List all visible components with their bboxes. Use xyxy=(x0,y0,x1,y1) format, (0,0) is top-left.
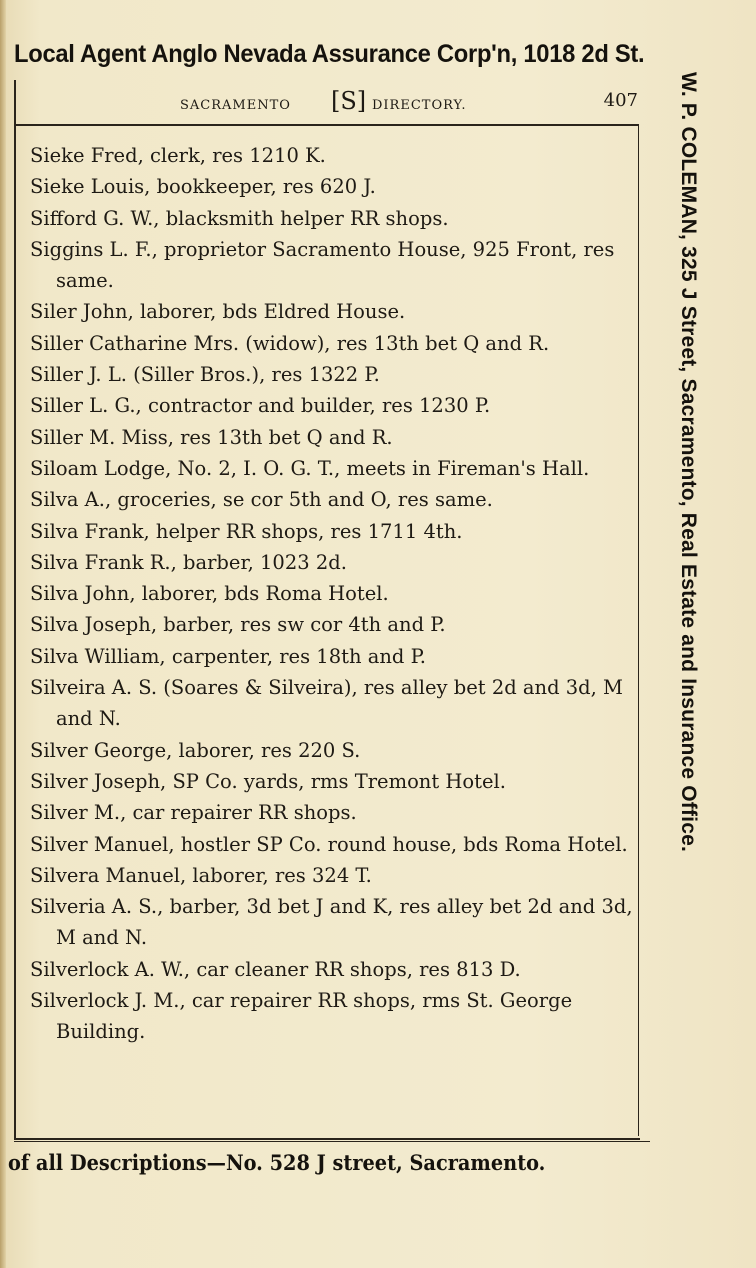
directory-entry: Silva John, laborer, bds Roma Hotel. xyxy=(30,582,389,606)
running-head-city: SACRAMENTO xyxy=(180,98,291,113)
directory-entry: Silver Manuel, hostler SP Co. round house, bds Roma Hotel. xyxy=(30,832,628,856)
directory-entry: Siler John, laborer, bds Eldred House. xyxy=(30,300,406,324)
directory-entry: Silver Joseph, SP Co. yards, rms Tremont Hotel. xyxy=(30,769,506,793)
directory-entry: Siloam Lodge, No. 2, I. O. G. T., meets in Fireman's Hall. xyxy=(30,456,590,480)
directory-entry: Silva A., groceries, se cor 5th and O, res same. xyxy=(30,488,493,512)
directory-entry: Sifford G. W., blacksmith helper RR shops. xyxy=(30,206,449,230)
bottom-advertisement: of all Descriptions—No. 528 J street, Sacramento. xyxy=(8,1150,546,1175)
directory-entry: Silva William, carpenter, res 18th and P. xyxy=(30,644,426,668)
directory-entry: Silva Joseph, barber, res sw cor 4th and P. xyxy=(30,613,446,637)
page-spine-edge xyxy=(0,0,6,1268)
running-head-directory: DIRECTORY. xyxy=(372,98,467,113)
directory-entry: Silverlock J. M., car repairer RR shops, rms St. George Building. xyxy=(30,989,573,1044)
directory-entry: Sieke Fred, clerk, res 1210 K. xyxy=(30,144,326,167)
directory-entry: Silver George, laborer, res 220 S. xyxy=(30,738,361,762)
bottom-rule xyxy=(14,1141,650,1142)
directory-entry: Silveria A. S., barber, 3d bet J and K, res alley bet 2d and 3d, M and N. xyxy=(30,895,633,950)
page-number: 407 xyxy=(603,90,638,111)
directory-entry: Silva Frank R., barber, 1023 2d. xyxy=(30,550,347,574)
directory-entries xyxy=(30,140,636,1048)
content-right-border xyxy=(638,124,639,1136)
side-advertisement: W. P. COLEMAN, 325 J Street, Sacramento, Real Estate and Insurance Office. xyxy=(677,72,700,853)
directory-entry: Silveira A. S. (Soares & Silveira), res alley bet 2d and 3d, M and N. xyxy=(30,676,624,731)
directory-entry: Siller J. L. (Siller Bros.), res 1322 P. xyxy=(30,363,380,387)
running-head xyxy=(20,88,638,118)
directory-entry: Siller M. Miss, res 13th bet Q and R. xyxy=(30,425,393,449)
top-advertisement: Local Agent Anglo Nevada Assurance Corp'n, 1018 2d St. xyxy=(14,40,645,68)
directory-entry: Sieke Louis, bookkeeper, res 620 J. xyxy=(30,175,376,199)
running-head-letter-mark: [S] xyxy=(331,87,367,115)
directory-entry: Silvera Manuel, laborer, res 324 T. xyxy=(30,863,372,887)
directory-entry: Silverlock A. W., car cleaner RR shops, res 813 D. xyxy=(30,957,521,981)
directory-entry: Silver M., car repairer RR shops. xyxy=(30,801,357,825)
directory-entry: Silva Frank, helper RR shops, res 1711 4th. xyxy=(30,519,463,543)
directory-entry: Siggins L. F., proprietor Sacramento House, 925 Front, res same. xyxy=(30,237,615,293)
directory-entry: Siller L. G., contractor and builder, res 1230 P. xyxy=(30,394,491,418)
header-rule xyxy=(16,124,638,126)
directory-entry: Siller Catharine Mrs. (widow), res 13th bet Q and R. xyxy=(30,331,550,355)
